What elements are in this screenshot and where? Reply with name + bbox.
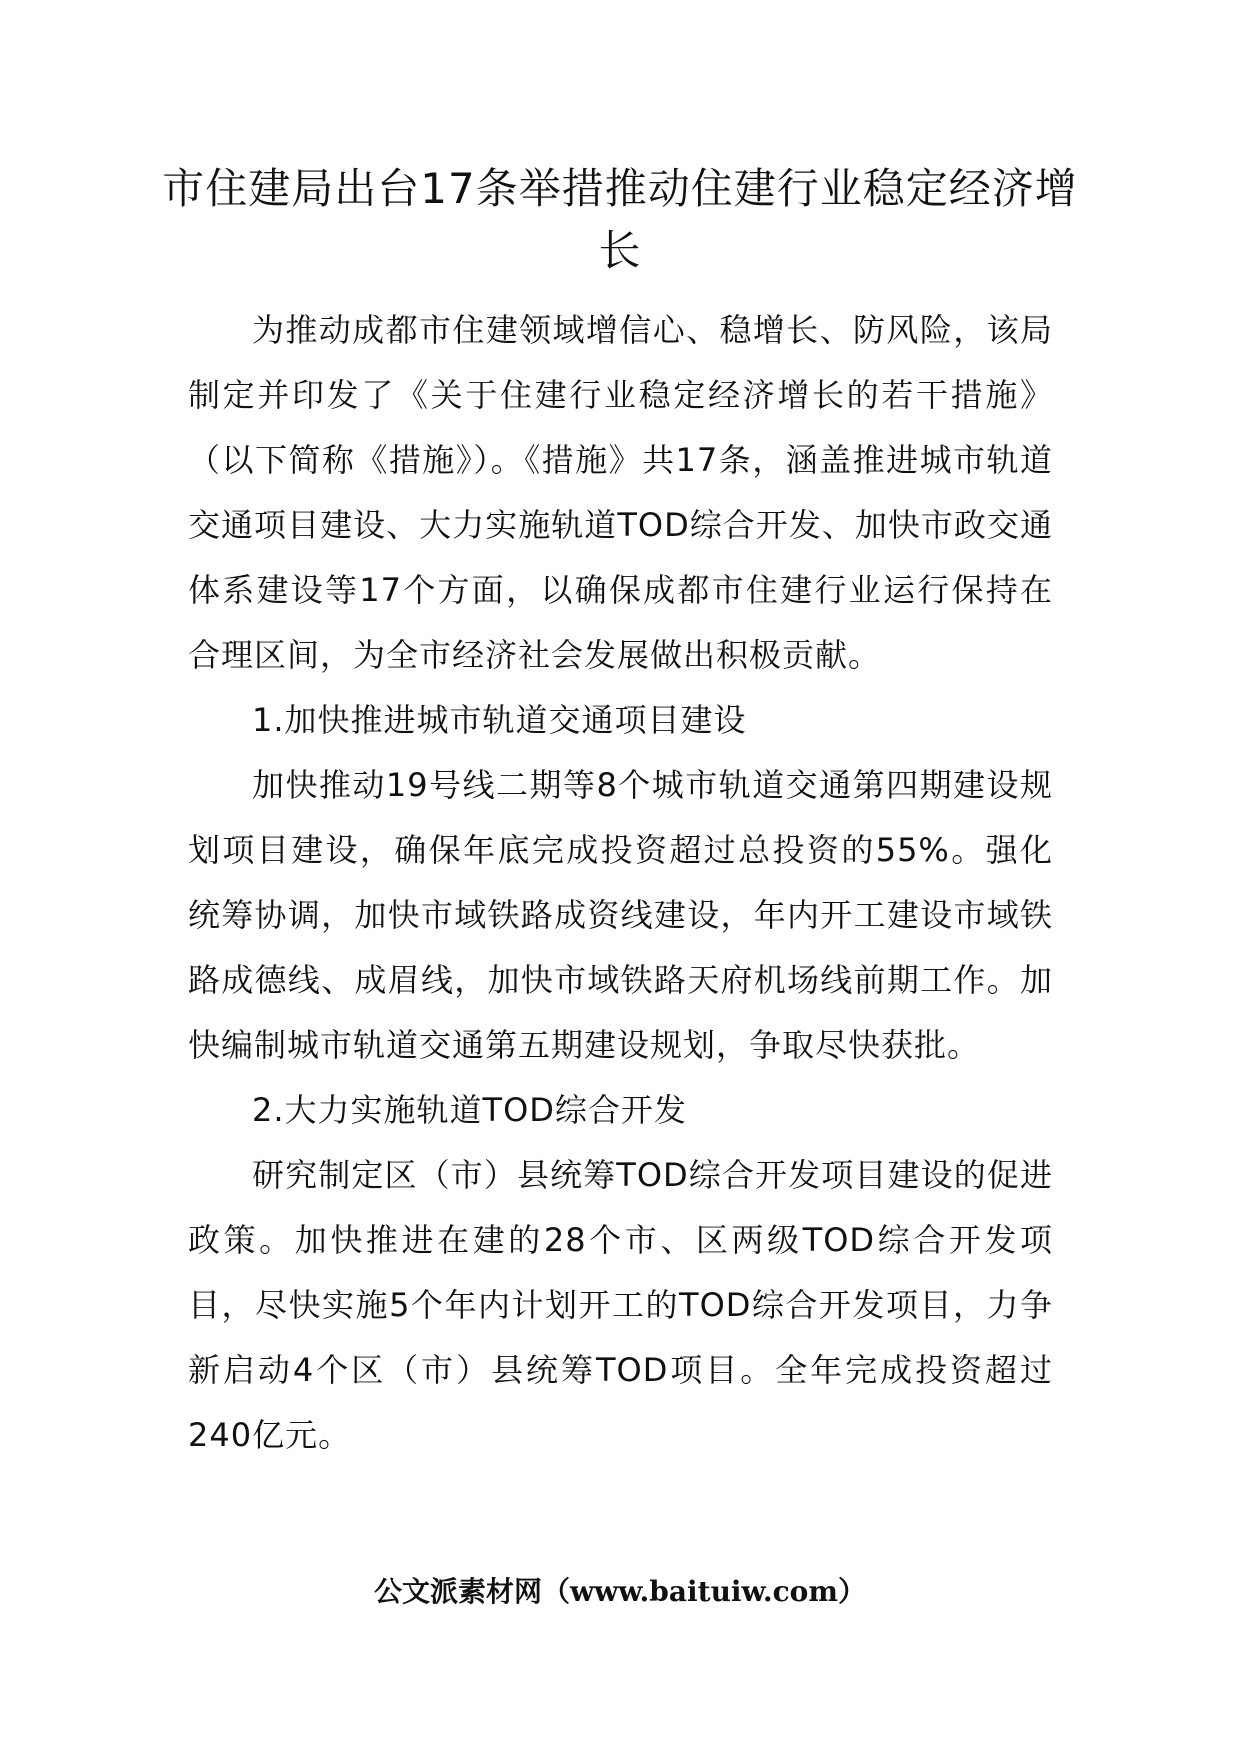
section-1-paragraph: 加快推动19号线二期等8个城市轨道交通第四期建设规划项目建设，确保年底完成投资超过总投资的55%。强化统筹协调，加快市域铁路成资线建设，年内开工建设市域铁路成德线、成眉线，加快市域铁路天府机场线前期工作。加快编制城市轨道交通第五期建设规划，争取尽快获批。 bbox=[188, 766, 1053, 1064]
document-title: 市住建局出台17条举措推动住建行业稳定经济增长 bbox=[162, 164, 1078, 275]
intro-paragraph: 为推动成都市住建领域增信心、稳增长、防风险，该局制定并印发了《关于住建行业稳定经济增长的若干措施》（以下简称《措施》）。《措施》共17条，涵盖推进城市轨道交通项目建设、大力实施轨道TOD综合开发、加快市政交通体系建设等17个方面，以确保成都市住建行业运行保持在合理区间，为全市经济社会发展做出积极贡献。 bbox=[188, 311, 1053, 674]
section-heading-1: 1.加快推进城市轨道交通项目建设 bbox=[252, 701, 747, 739]
section-heading-2: 2.大力实施轨道TOD综合开发 bbox=[252, 1091, 687, 1129]
section-2-paragraph: 研究制定区（市）县统筹TOD综合开发项目建设的促进政策。加快推进在建的28个市、区两级TOD综合开发项目，尽快实施5个年内计划开工的TOD综合开发项目，力争新启动4个区（市）县统筹TOD项目。全年完成投资超过240亿元。 bbox=[188, 1156, 1053, 1454]
document-body bbox=[188, 298, 1053, 1468]
footer-source: 公文派素材网（www.baituiw.com） bbox=[374, 1575, 866, 1608]
